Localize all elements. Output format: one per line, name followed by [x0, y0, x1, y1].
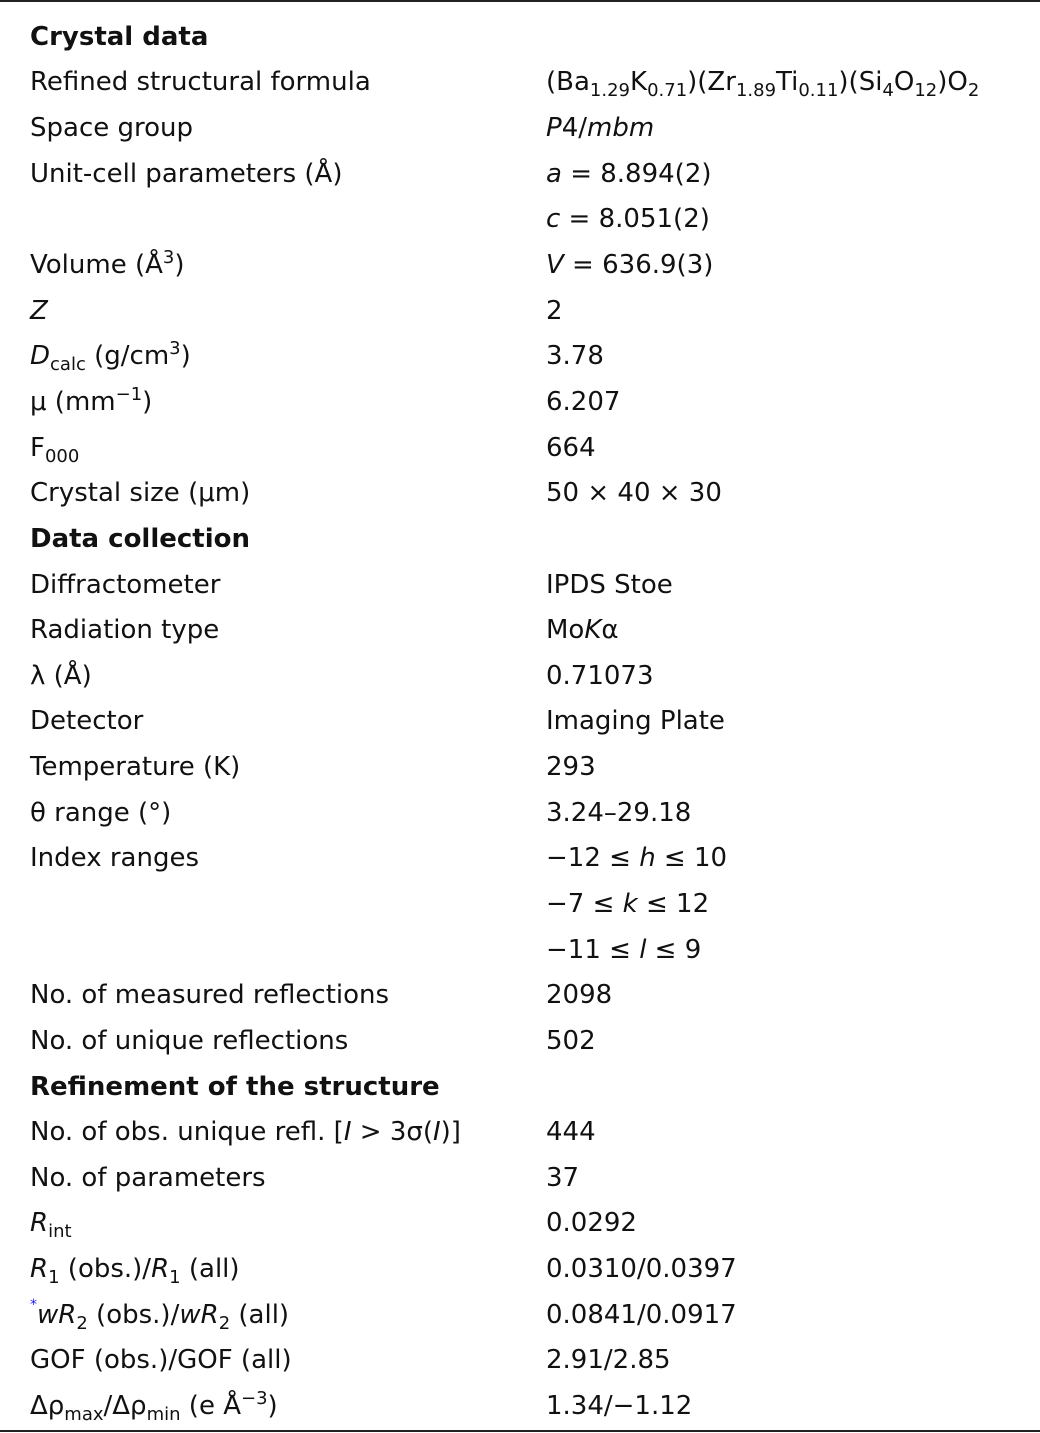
table-row: [0, 927, 1040, 973]
table-row: [0, 744, 1040, 790]
mu-value: 6.207: [546, 386, 621, 417]
table-row: [0, 60, 1040, 106]
table-row: [0, 836, 1040, 882]
table-bottom-rule: [0, 1430, 1040, 1432]
table-row: [0, 972, 1040, 1018]
wavelength-value: 0.71073: [546, 660, 654, 691]
unique-reflections-value: 502: [546, 1025, 596, 1056]
row-label: Temperature (K): [30, 752, 241, 783]
row-label: Space group: [30, 113, 194, 144]
measured-reflections-value: 2098: [546, 980, 613, 1011]
row-label: No. of obs. unique refl. [I > 3σ(I)]: [30, 1117, 461, 1148]
row-label: GOF (obs.)/GOF (all): [30, 1345, 292, 1376]
row-label: [0, 881, 546, 927]
space-group-value: P4/mbm: [546, 113, 655, 144]
table-row: [0, 607, 1040, 653]
gof-value: 2.91/2.85: [546, 1345, 671, 1376]
section-header-data-collection: [0, 516, 1040, 562]
crystal-data-table: [0, 14, 1040, 1429]
delta-rho-value: 1.34/−1.12: [546, 1391, 693, 1422]
radiation-value: MoKα: [546, 615, 619, 646]
table-row: [0, 425, 1040, 471]
table-row: [0, 197, 1040, 243]
index-range-h: −12 ≤ h ≤ 10: [546, 843, 728, 874]
dcalc-value: 3.78: [546, 341, 604, 372]
table-row: [0, 562, 1040, 608]
row-label: [0, 927, 546, 973]
row-label: $R_{int}$: [30, 1208, 72, 1243]
diffractometer-value: IPDS Stoe: [546, 569, 673, 600]
rint-value: 0.0292: [546, 1208, 637, 1239]
table-row: [0, 1292, 1040, 1338]
row-label: No. of parameters: [30, 1162, 266, 1193]
cell-c-value: c = 8.051(2): [546, 204, 710, 235]
section-title: Refinement of the structure: [30, 1071, 440, 1102]
table-row: [0, 1338, 1040, 1384]
footnote-marker-link[interactable]: *: [30, 1296, 37, 1313]
table-row: [0, 151, 1040, 197]
volume-value: V = 636.9(3): [546, 250, 714, 281]
table-row: [0, 1383, 1040, 1429]
row-label: Refined structural formula: [30, 67, 371, 98]
table-row: [0, 379, 1040, 425]
section-header-refinement: [0, 1064, 1040, 1110]
table-row: [0, 881, 1040, 927]
row-label: μ $(mm^{-1})$: [30, 383, 153, 417]
obs-unique-refl-value: 444: [546, 1117, 596, 1148]
f000-value: 664: [546, 432, 596, 463]
row-label: Volume $(Å^3)$: [30, 247, 185, 281]
table-row: [0, 653, 1040, 699]
row-label: Unit-cell parameters (Å): [30, 158, 343, 189]
cell-a-value: a = 8.894(2): [546, 158, 712, 189]
table-row: [0, 790, 1040, 836]
r1-value: 0.0310/0.0397: [546, 1254, 737, 1285]
row-label: $F_{000}$: [30, 432, 80, 467]
section-header-crystal-data: [0, 14, 1040, 60]
wr2-value: 0.0841/0.0917: [546, 1299, 737, 1330]
table-row: [0, 288, 1040, 334]
row-label: Z: [30, 295, 48, 326]
table-row: [0, 1109, 1040, 1155]
crystal-size-value: 50 × 40 × 30: [546, 478, 722, 509]
section-title: Data collection: [30, 523, 251, 554]
table-row: [0, 1246, 1040, 1292]
z-value: 2: [546, 295, 563, 326]
index-range-l: −11 ≤ l ≤ 9: [546, 934, 702, 965]
row-label: Radiation type: [30, 615, 220, 646]
row-label: $\Delta\rho_{max}/\Delta\rho_{min}$ (e $Å^{-3}$): [30, 1388, 278, 1426]
row-label: Diffractometer: [30, 569, 221, 600]
row-label: λ (Å): [30, 660, 92, 691]
table-row: [0, 1018, 1040, 1064]
table-row: [0, 1155, 1040, 1201]
structural-formula-value: $(Ba_{1.29}K_{0.71})(Zr_{1.89}Ti_{0.11})(Si_4O_{12})O_2$: [546, 67, 980, 102]
row-label: $^*wR_2$ $(obs.)/wR_2$ (all): [30, 1296, 290, 1334]
table-row: [0, 1201, 1040, 1247]
row-label: $R_1$ $(obs.)/R_1$ (all): [30, 1254, 240, 1289]
row-label: Index ranges: [30, 843, 199, 874]
row-label: No. of measured reflections: [30, 980, 390, 1011]
row-label: Crystal size (μm): [30, 478, 251, 509]
row-label: [0, 197, 546, 243]
section-title: Crystal data: [30, 21, 209, 52]
theta-range-value: 3.24–29.18: [546, 797, 692, 828]
row-label: $D_{calc}$ $(g/cm^3)$: [30, 338, 191, 376]
row-label: No. of unique reflections: [30, 1025, 349, 1056]
table-top-rule: [0, 0, 1040, 2]
temperature-value: 293: [546, 752, 596, 783]
detector-value: Imaging Plate: [546, 706, 725, 737]
parameters-value: 37: [546, 1162, 580, 1193]
table-row: [0, 470, 1040, 516]
table-row: [0, 333, 1040, 379]
table-row: [0, 242, 1040, 288]
table-row: [0, 105, 1040, 151]
row-label: θ range (°): [30, 797, 172, 828]
row-label: Detector: [30, 706, 144, 737]
index-range-k: −7 ≤ k ≤ 12: [546, 888, 710, 919]
table-row: [0, 699, 1040, 745]
